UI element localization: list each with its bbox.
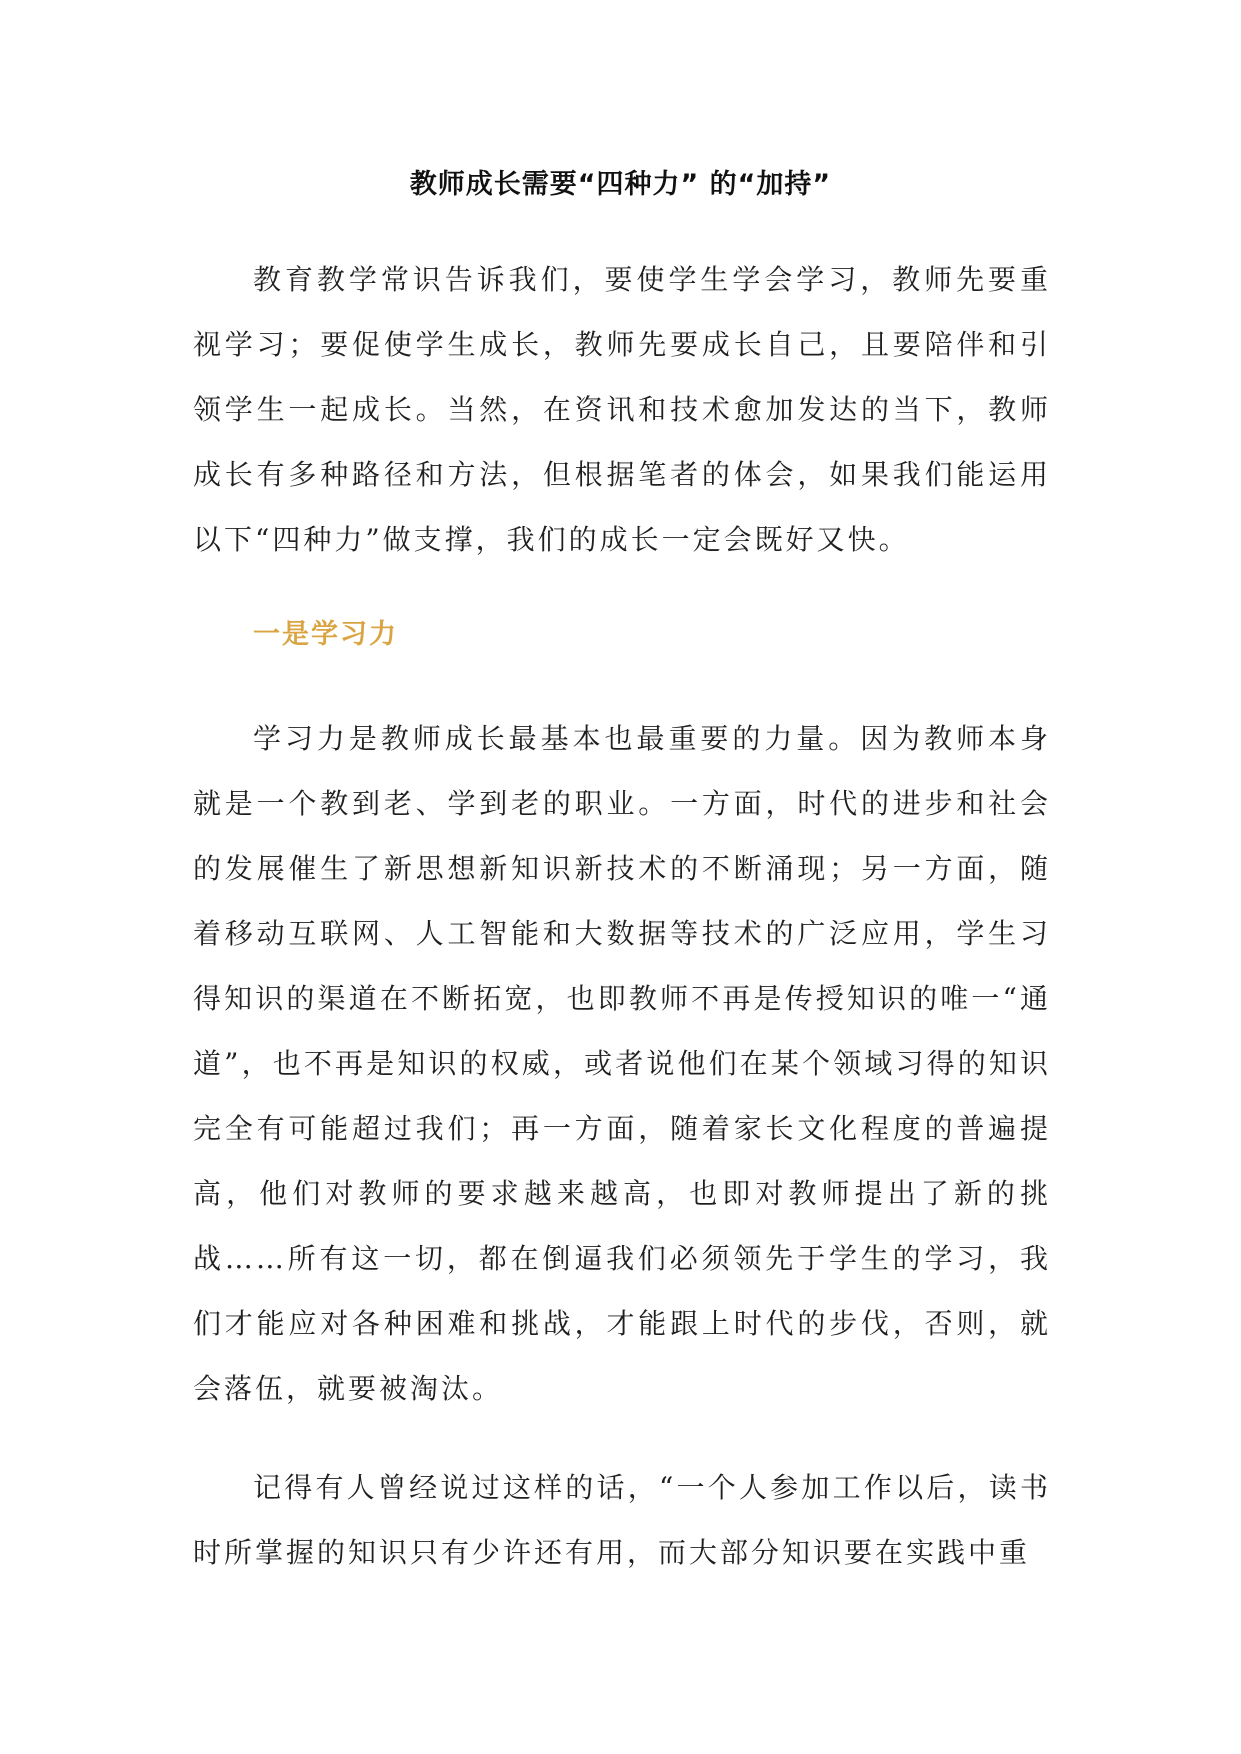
intro-paragraph: 教育教学常识告诉我们，要使学生学会学习，教师先要重视学习；要促使学生成长，教师先要成长自己，且要陪伴和引领学生一起成长。当然，在资讯和技术愈加发达的当下，教师成长有多种路径和方法，但根据笔者的体会，如果我们能运用以下“四种力”做支撑，我们的成长一定会既好又快。 (193, 263, 1051, 556)
document-title: 教师成长需要“四种力” 的“加持” (409, 169, 832, 200)
body-paragraph: 记得有人曾经说过这样的话，“一个人参加工作以后，读书时所掌握的知识只有少许还有用，而大部分知识要在实践中重 (193, 1471, 1051, 1569)
body-paragraph: 学习力是教师成长最基本也最重要的力量。因为教师本身就是一个教到老、学到老的职业。一方面，时代的进步和社会的发展催生了新思想新知识新技术的不断涌现；另一方面，随着移动互联网、人工智能和大数据等技术的广泛应用，学生习得知识的渠道在不断拓宽，也即教师不再是传授知识的唯一“通道”，也不再是知识的权威，或者说他们在某个领域习得的知识完全有可能超过我们；再一方面，随着家长文化程度的普遍提高，他们对教师的要求越来越高，也即对教师提出了新的挑战……所有这一切，都在倒逼我们必须领先于学生的学习，我们才能应对各种困难和挑战，才能跟上时代的步伐，否则，就会落伍，就要被淘汰。 (193, 722, 1051, 1405)
section-heading: 一是学习力 (253, 619, 398, 650)
